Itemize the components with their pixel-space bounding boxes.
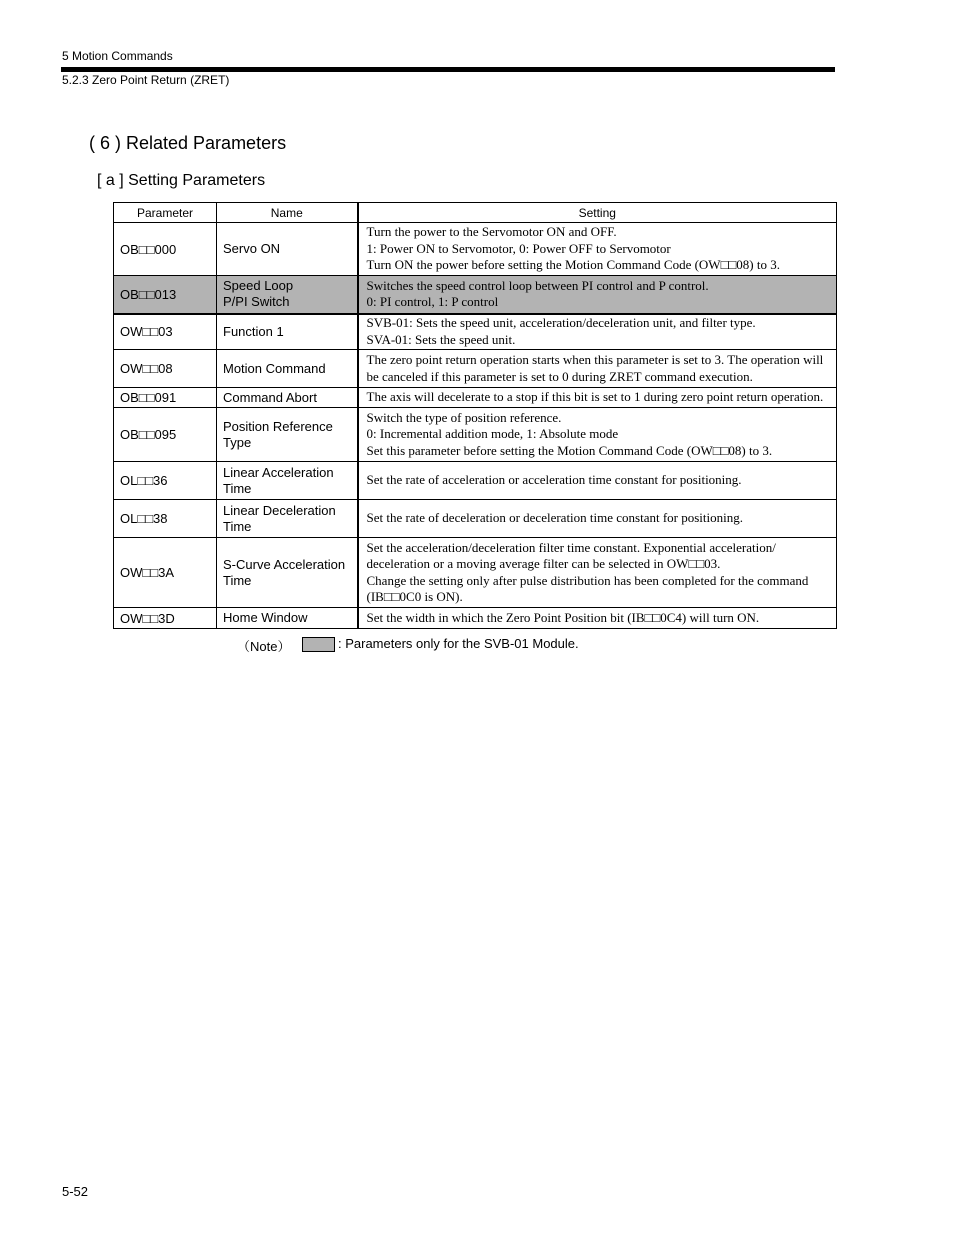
name-cell: [217, 350, 358, 388]
name-cell: [217, 223, 358, 276]
setting-line: 0: PI control, 1: P control: [366, 294, 499, 310]
column-header-name: Name: [217, 203, 358, 223]
setting-cell: [358, 408, 837, 462]
setting-line: Switch the type of position reference.: [366, 409, 562, 425]
note-shading-swatch: [302, 637, 335, 652]
setting-line: Set the rate of deceleration or deceleration time constant for positioning.: [366, 510, 744, 526]
name-line: Command Abort: [223, 389, 317, 405]
table-row: [114, 500, 837, 538]
name-cell: [217, 462, 358, 500]
column-header-parameter: Parameter: [114, 203, 217, 223]
setting-line: Turn ON the power before setting the Motion Command Code (OW□□08) to 3.: [366, 257, 780, 273]
setting-cell: [358, 538, 837, 608]
table-row: [114, 608, 837, 629]
table-row: [114, 538, 837, 608]
setting-cell: [358, 388, 837, 408]
name-line: Time: [223, 518, 252, 534]
name-line: Servo ON: [223, 241, 281, 256]
table-row: [114, 276, 837, 314]
name-line: Home Window: [223, 610, 308, 625]
setting-cell: [358, 314, 837, 350]
parameter-cell: OB□□095: [114, 408, 217, 462]
name-line: Speed Loop: [223, 278, 294, 294]
setting-line: The axis will decelerate to a stop if this bit is set to 1 during zero point return operation.: [366, 389, 824, 405]
setting-cell: [358, 223, 837, 276]
name-line: S-Curve Acceleration: [223, 556, 346, 572]
table-row: [114, 314, 837, 350]
name-line: Time: [223, 480, 252, 496]
setting-line: Switches the speed control loop between PI control and P control.: [366, 277, 709, 293]
chapter-header: 5 Motion Commands: [62, 49, 173, 63]
subsection-heading: [ a ] Setting Parameters: [97, 172, 266, 189]
page-number: 5-52: [62, 1184, 89, 1199]
parameter-cell: OW□□08: [114, 350, 217, 388]
table-row: [114, 408, 837, 462]
parameter-cell: OB□□013: [114, 276, 217, 314]
setting-cell: [358, 276, 837, 314]
setting-line: Set the rate of acceleration or acceleration time constant for positioning.: [366, 472, 742, 488]
note-label: （Note）: [237, 639, 291, 654]
setting-line: SVB-01: Sets the speed unit, acceleration/deceleration unit, and filter type.: [366, 315, 756, 331]
name-cell: [217, 500, 358, 538]
name-line: Function 1: [223, 323, 284, 339]
parameter-cell: OB□□000: [114, 223, 217, 276]
name-cell: [217, 608, 358, 629]
column-header-setting: Setting: [358, 203, 837, 223]
setting-line: 1: Power ON to Servomotor, 0: Power OFF to Servomotor: [366, 240, 671, 256]
setting-line: Set the width in which the Zero Point Position bit (IB□□0C4) will turn ON.: [366, 609, 760, 625]
setting-parameters-table: [113, 202, 837, 629]
parameter-cell: OW□□3D: [114, 608, 217, 629]
setting-line: 0: Incremental addition mode, 1: Absolute mode: [366, 426, 619, 442]
name-line: Linear Deceleration: [223, 502, 336, 518]
name-cell: [217, 276, 358, 314]
name-line: Motion Command: [223, 360, 326, 376]
setting-line: (IB□□0C0 is ON).: [366, 589, 463, 604]
setting-line: SVA-01: Sets the speed unit.: [366, 331, 516, 347]
setting-line: Change the setting only after pulse distribution has been completed for the command: [366, 572, 809, 588]
setting-cell: [358, 500, 837, 538]
name-cell: [217, 388, 358, 408]
name-cell: [217, 314, 358, 350]
header-rule: [61, 67, 835, 72]
setting-line: be canceled if this parameter is set to 0 during ZRET command execution.: [366, 368, 753, 384]
name-line: Linear Acceleration: [223, 464, 334, 480]
section-header: 5.2.3 Zero Point Return (ZRET): [62, 73, 230, 87]
table-row: [114, 388, 837, 408]
table-row: [114, 223, 837, 276]
parameter-cell: OL□□38: [114, 500, 217, 538]
name-cell: [217, 538, 358, 608]
name-cell: [217, 408, 358, 462]
name-line: Type: [223, 434, 252, 450]
setting-line: Turn the power to the Servomotor ON and OFF.: [366, 224, 617, 240]
parameter-cell: OW□□03: [114, 314, 217, 350]
note-text: : Parameters only for the SVB-01 Module.: [338, 636, 579, 651]
parameter-cell: OW□□3A: [114, 538, 217, 608]
name-line: Position Reference: [223, 418, 333, 434]
parameter-cell: OL□□36: [114, 462, 217, 500]
setting-line: Set this parameter before setting the Motion Command Code (OW□□08) to 3.: [366, 442, 773, 458]
setting-cell: [358, 462, 837, 500]
setting-cell: [358, 350, 837, 388]
parameter-cell: OB□□091: [114, 388, 217, 408]
setting-line: The zero point return operation starts when this parameter is set to 3. The operation will: [366, 352, 824, 367]
table-header-row: [114, 203, 837, 223]
setting-line: deceleration or a moving average filter can be selected in OW□□03.: [366, 556, 721, 571]
setting-line: Set the acceleration/deceleration filter time constant. Exponential acceleration/: [366, 539, 776, 555]
table-row: [114, 462, 837, 500]
name-line: P/PI Switch: [223, 294, 290, 310]
setting-cell: [358, 608, 837, 629]
section-heading: ( 6 ) Related Parameters: [89, 133, 287, 153]
table-row: [114, 350, 837, 388]
name-line: Time: [223, 572, 252, 588]
